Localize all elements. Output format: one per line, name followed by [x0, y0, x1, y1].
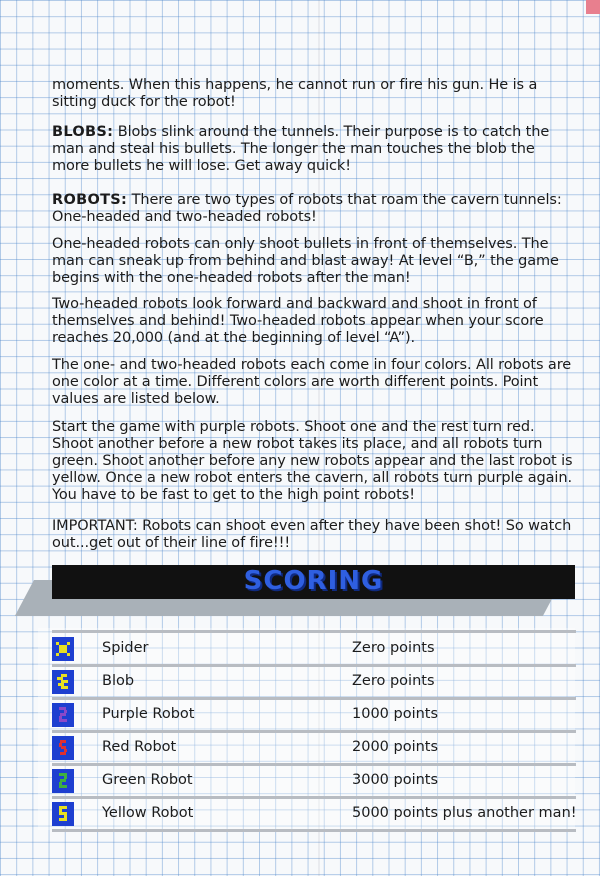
paragraph-color-sequence	[52, 419, 576, 504]
row-points: 5000 points plus another man!	[352, 805, 577, 821]
row-divider	[52, 829, 576, 832]
scoring-row-spider	[52, 634, 576, 664]
blobs-heading: BLOBS:	[52, 124, 114, 140]
red-robot-icon	[52, 736, 74, 760]
row-name: Purple Robot	[102, 706, 195, 722]
paragraph-text: IMPORTANT: Robots can shoot even after they have been shot! So watch out...get out of their line of fire!!!	[52, 518, 572, 551]
paragraph-text: Start the game with purple robots. Shoot one and the rest turn red. Shoot another before a new robot takes its place, and all robots turn green. Shoot another before any new robots appear and the last robot is yellow. Once a new robot enters the cavern, all robots turn purple again. You have to be fast to get to the high point robots!	[52, 419, 573, 503]
row-divider	[52, 630, 576, 633]
scoring-row-purple-robot	[52, 700, 576, 730]
paragraph-text: Blobs slink around the tunnels. Their purpose is to catch the man and steal his bullets. The longer the man touches the blob the more bullets he will lose. Get away quick!	[52, 124, 550, 174]
paragraph-robots	[52, 192, 576, 226]
green-robot-icon	[52, 769, 74, 793]
yellow-robot-icon	[52, 802, 74, 826]
paragraph-stunned	[52, 77, 576, 111]
blob-icon	[52, 670, 74, 694]
paragraph-text: Two-headed robots look forward and backward and shoot in front of themselves and behind! Two-headed robots appear when your score reaches 20,000 (and at the beginning of level “A”).	[52, 296, 544, 346]
page-corner	[586, 0, 600, 14]
row-points: Zero points	[352, 640, 435, 656]
scoring-title: SCORING	[243, 566, 384, 596]
paragraph-colors	[52, 357, 576, 408]
row-name: Red Robot	[102, 739, 177, 755]
scoring-banner	[52, 565, 575, 599]
purple-robot-icon	[52, 703, 74, 727]
paragraph-blobs	[52, 124, 576, 175]
scoring-row-blob	[52, 667, 576, 697]
robots-heading: ROBOTS:	[52, 192, 128, 208]
row-name: Yellow Robot	[102, 805, 194, 821]
row-points: Zero points	[352, 673, 435, 689]
paragraph-important	[52, 518, 576, 552]
row-name: Spider	[102, 640, 149, 656]
paragraph-text: The one- and two-headed robots each come in four colors. All robots are one color at a time. Different colors are worth different points. Point values are listed below.	[52, 357, 572, 407]
row-points: 2000 points	[352, 739, 439, 755]
row-name: Green Robot	[102, 772, 193, 788]
paragraph-one-headed	[52, 236, 576, 287]
scoring-row-green-robot	[52, 766, 576, 796]
paragraph-text: There are two types of robots that roam the cavern tunnels: One-headed and two-headed robots!	[52, 192, 562, 225]
row-points: 1000 points	[352, 706, 439, 722]
row-name: Blob	[102, 673, 135, 689]
paragraph-text: One-headed robots can only shoot bullets in front of themselves. The man can sneak up from behind and blast away! At level “B,” the game begins with the one-headed robots after the man!	[52, 236, 559, 286]
scoring-row-yellow-robot	[52, 799, 576, 829]
paragraph-two-headed	[52, 296, 576, 347]
paragraph-text: moments. When this happens, he cannot run or fire his gun. He is a sitting duck for the robot!	[52, 77, 538, 110]
spider-icon	[52, 637, 74, 661]
row-points: 3000 points	[352, 772, 439, 788]
scoring-row-red-robot	[52, 733, 576, 763]
